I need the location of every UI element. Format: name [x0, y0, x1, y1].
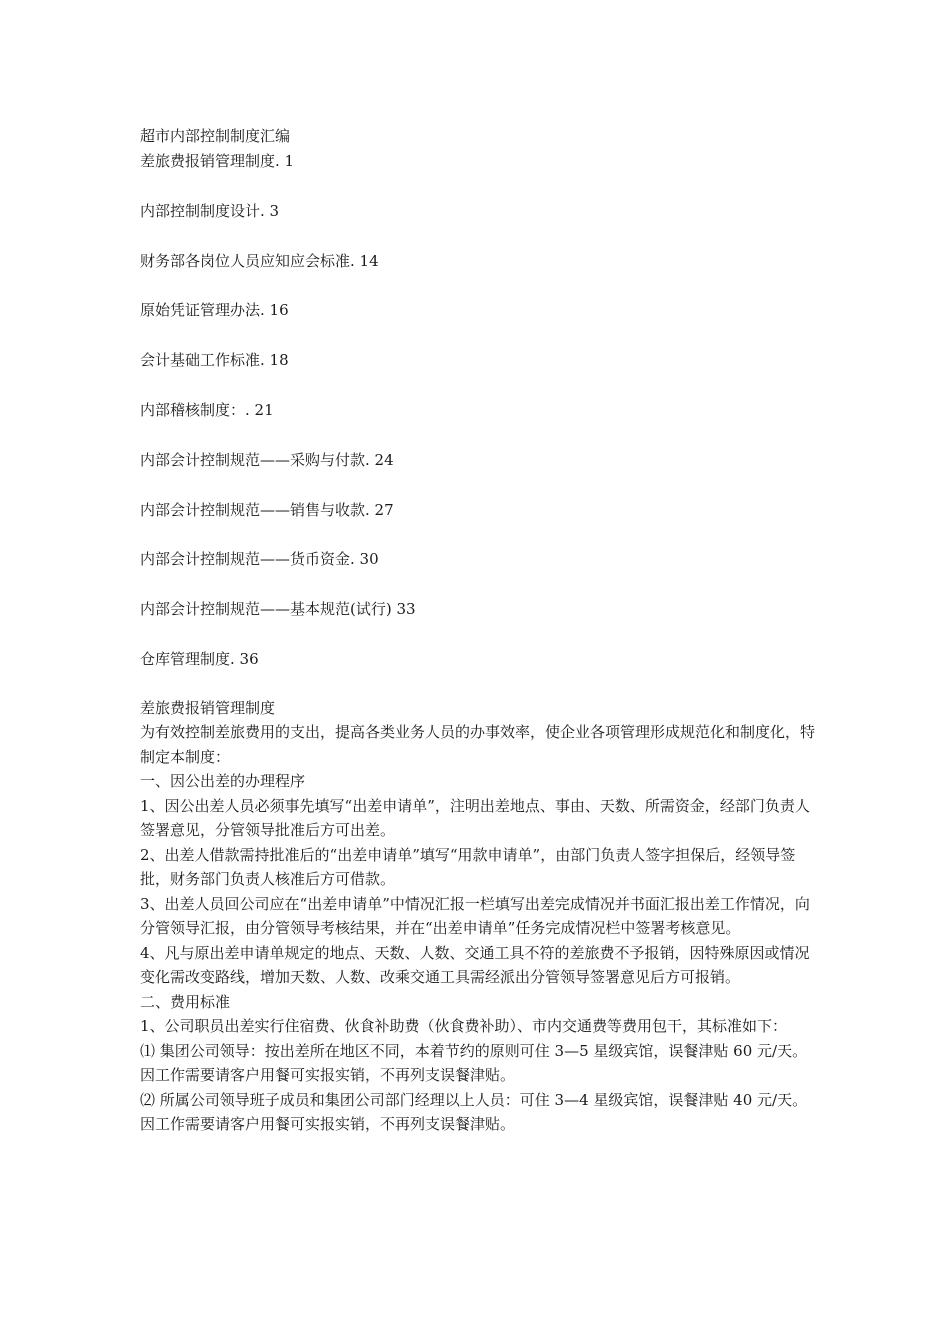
paragraph: 4、凡与原出差申请单规定的地点、天数、人数、交通工具不符的差旅费不予报销，因特殊原因或情况变化需改变路线，增加天数、人数、改乘交通工具需经派出分管领导签署意见后方可报销。 — [140, 943, 810, 987]
toc-item: 仓库管理制度. 36 — [140, 649, 259, 668]
paragraph: 2、出差人借款需持批准后的“出差申请单”填写“用款申请单”，由部门负责人签字担保后，经领导签批，财务部门负责人核准后方可借款。 — [140, 845, 796, 889]
section-title: 差旅费报销管理制度 — [140, 698, 276, 717]
document-title: 超市内部控制制度汇编 — [140, 127, 291, 145]
paragraph: 二、费用标准 — [140, 992, 231, 1011]
paragraph: 一、因公出差的办理程序 — [140, 772, 306, 791]
paragraph: 3、出差人员回公司应在“出差申请单”中情况汇报一栏填写出差完成情况并书面汇报出差工作情况，向分管领导汇报，由分管领导考核结果，并在“出差申请单”任务完成情况栏中签署考核意见。 — [140, 894, 810, 938]
paragraph: ⑵ 所属公司领导班子成员和集团公司部门经理以上人员：可住 3—4 星级宾馆，误餐津贴 40 元/天。因工作需要请客户用餐可实报实销，不再列支误餐津贴。 — [140, 1090, 808, 1134]
paragraph: 为有效控制差旅费用的支出，提高各类业务人员的办事效率，使企业各项管理形成规范化和制度化，特制定本制度： — [140, 723, 816, 766]
table-of-contents — [140, 149, 820, 672]
toc-item: 差旅费报销管理制度. 1 — [140, 152, 295, 170]
paragraph: ⑴ 集团公司领导：按出差所在地区不同，本着节约的原则可住 3—5 星级宾馆，误餐津贴 60 元/天。因工作需要请客户用餐可实报实销，不再列支误餐津贴。 — [140, 1041, 808, 1085]
body-text — [140, 720, 820, 1137]
toc-item: 财务部各岗位人员应知应会标准. 14 — [140, 251, 379, 270]
toc-item: 内部会计控制规范——销售与收款. 27 — [140, 500, 394, 519]
toc-item: 原始凭证管理办法. 16 — [140, 301, 289, 320]
paragraph: 1、公司职员出差实行住宿费、伙食补助费（伙食费补助）、市内交通费等费用包干，其标准如下： — [140, 1017, 788, 1036]
paragraph: 1、因公出差人员必须事先填写“出差申请单”，注明出差地点、事由、天数、所需资金，经部门负责人签署意见，分管领导批准后方可出差。 — [140, 796, 810, 840]
document-content — [140, 124, 820, 1137]
toc-item: 内部会计控制规范——货币资金. 30 — [140, 550, 379, 569]
toc-item: 内部会计控制规范——基本规范(试行) 33 — [140, 600, 416, 619]
toc-item: 内部控制制度设计. 3 — [140, 201, 280, 220]
toc-item: 内部会计控制规范——采购与付款. 24 — [140, 450, 394, 469]
toc-item: 内部稽核制度：. 21 — [140, 400, 274, 419]
toc-item: 会计基础工作标准. 18 — [140, 351, 289, 370]
